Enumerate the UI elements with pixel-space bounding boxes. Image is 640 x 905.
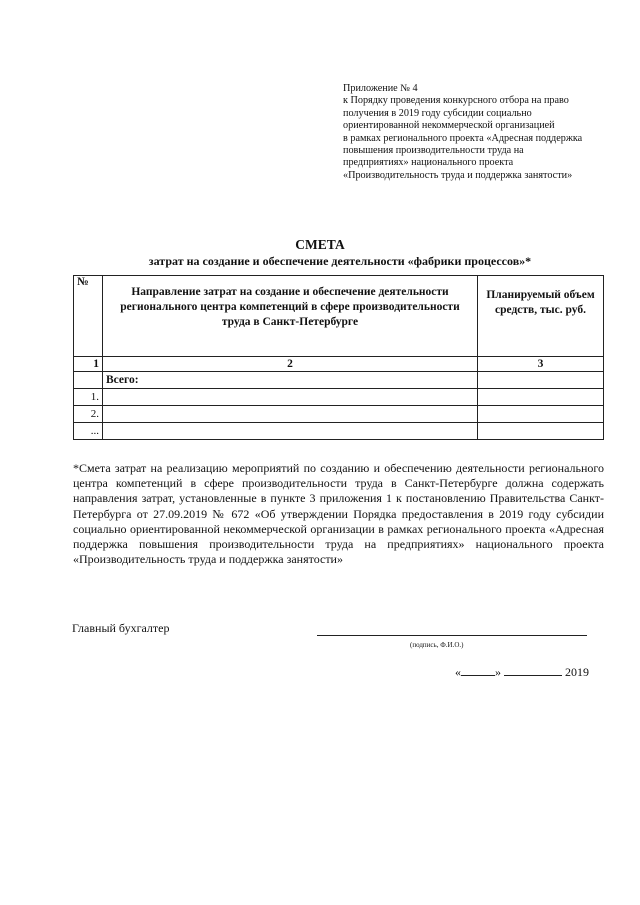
row-direction <box>103 423 478 440</box>
date-open-quote: « <box>455 665 461 679</box>
document-title: СМЕТА <box>295 237 345 252</box>
signature-line <box>317 635 587 636</box>
estimate-table <box>73 275 604 440</box>
table-row <box>74 389 604 406</box>
column-index-row <box>74 357 604 372</box>
annex-line: предприятиях» национального проекта <box>343 157 514 169</box>
table-row <box>74 423 604 440</box>
col-index-1: 1 <box>74 357 103 372</box>
annex-line: повышения производительности труда на <box>343 145 524 157</box>
col-index-2: 2 <box>103 357 478 372</box>
row-num: 2. <box>74 406 103 423</box>
total-label: Всего: <box>103 372 478 389</box>
total-row <box>74 372 604 389</box>
footnote <box>73 461 604 567</box>
annex-line: получения в 2019 году субсидии социально <box>343 107 532 119</box>
annex-line: Приложение № 4 <box>343 83 418 94</box>
annex-line: в рамках регионального проекта «Адресная поддержка <box>343 132 583 144</box>
total-value-cell <box>478 372 604 389</box>
signature-caption: (подпись, Ф.И.О.) <box>410 641 464 649</box>
date-line <box>455 665 589 680</box>
total-num-cell <box>74 372 103 389</box>
row-direction <box>103 389 478 406</box>
row-planned <box>478 406 604 423</box>
col-index-3: 3 <box>478 357 604 372</box>
header-num: № <box>74 276 103 357</box>
table-row <box>74 406 604 423</box>
footnote-text: *Смета затрат на реализацию мероприятий по созданию и обеспечению деятельности регионального центра компетенций в сфере производительности труда в Санкт-Петербурге должна содержать направления затрат, установленные в пункте 3 приложения 1 к постановлению Правительства Санкт-Петербурга от 27.09.2019 № 672 «Об утверждении Порядка предоставления в 2019 году субсидии социально ориентированной некоммерческой организации в рамках регионального проекта «Адресная поддержка повышения производительности труда на предприятиях» национального проекта «Производительность труда и поддержка занятости» <box>73 461 604 567</box>
chief-accountant-label: Главный бухгалтер <box>72 621 170 635</box>
header-direction: Направление затрат на создание и обеспечение деятельности регионального центра компетенций в сфере производительности труда в Санкт-Петербурге <box>103 276 478 357</box>
day-blank <box>461 675 495 676</box>
row-num: 1. <box>74 389 103 406</box>
annex-line: «Производительность труда и поддержка занятости» <box>343 169 573 181</box>
date-year: 2019 <box>565 665 589 679</box>
row-direction <box>103 406 478 423</box>
row-planned <box>478 389 604 406</box>
month-blank <box>504 675 562 676</box>
date-close-quote: » <box>495 665 501 679</box>
annex-line: ориентированной некоммерческой организацией <box>343 120 555 132</box>
table-header-row <box>74 276 604 357</box>
annex-block <box>343 83 608 182</box>
document-subtitle: затрат на создание и обеспечение деятельности «фабрики процессов»* <box>148 254 532 268</box>
annex-line: к Порядку проведения конкурсного отбора на право <box>343 95 569 107</box>
row-num: ... <box>74 423 103 440</box>
row-planned <box>478 423 604 440</box>
header-planned: Планируемый объем средств, тыс. руб. <box>478 276 604 357</box>
